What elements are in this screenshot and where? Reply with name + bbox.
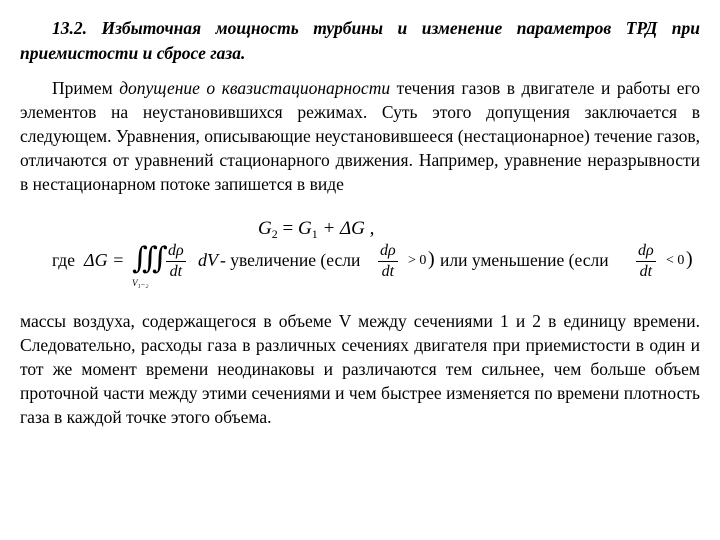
integral-limits: V₁₋₂: [132, 278, 149, 288]
frac-numerator: dρ: [166, 242, 186, 262]
eq-equals: =: [282, 218, 294, 239]
greater-than-zero: > 0: [408, 253, 427, 268]
close-paren-1: ): [428, 248, 435, 270]
where-word: где: [52, 250, 75, 270]
paragraph-rest: течения газов в двигателе и работы его элементов на неустановившихся режимах. Суть этого допущения заключается в следующем. Уравнения, описывающие неустановившееся (нестационарное) течение газов, отличаются от уравнений стационарного движения. Например, уравнение неразрывности в нестационарном потоке запишется в виде: [20, 78, 700, 194]
paragraph-quasistationary: [20, 76, 700, 196]
continuity-equation: [258, 218, 374, 242]
close-paren-2: ): [686, 248, 693, 270]
delta-g-label: ΔG =: [84, 250, 125, 270]
triple-integral-sign: ∭: [132, 242, 159, 275]
eq-g1: G: [297, 218, 312, 239]
dv-term: dV: [198, 250, 218, 270]
less-than-zero: < 0: [666, 253, 685, 268]
drho-dt-fraction-decrease: [636, 242, 656, 281]
drho-dt-fraction-increase: [378, 242, 398, 281]
eq-g2: G: [258, 218, 272, 239]
drho-dt-fraction: [166, 242, 186, 281]
frac-numerator: dρ: [636, 242, 656, 262]
frac-numerator: dρ: [378, 242, 398, 262]
paragraph-lead: Примем: [52, 78, 120, 98]
eq-plus-delta: + ΔG ,: [322, 218, 375, 239]
paragraph-italic-term: допущение о квазистационарности: [119, 78, 391, 98]
frac-denominator: dt: [639, 263, 653, 280]
paragraph-mass-flow: массы воздуха, содержащегося в объеме V между сечениями 1 и 2 в единицу времени. Следовательно, расходы газа в различных сечениях двигателя при приемистости в один и тот же момент времени неодинаковы и различаются тем сильнее, чем больше объем проточной части между этими сечениями и чем быстрее изменяется по времени плотность газа в каждой точке этого объема.: [20, 311, 700, 427]
increase-text: - увеличение (если: [220, 250, 361, 270]
section-heading: [20, 16, 700, 66]
frac-denominator: dt: [169, 263, 183, 280]
section-heading-text: 13.2. Избыточная мощность турбины и изменение параметров ТРД при приемистости и сбросе газа.: [20, 18, 700, 63]
frac-denominator: dt: [381, 263, 395, 280]
decrease-text: или уменьшение (если: [440, 250, 609, 270]
delta-g-definition-line: [52, 244, 702, 292]
eq-g1-sub: 1: [311, 227, 318, 241]
eq-g2-sub: 2: [271, 227, 278, 241]
